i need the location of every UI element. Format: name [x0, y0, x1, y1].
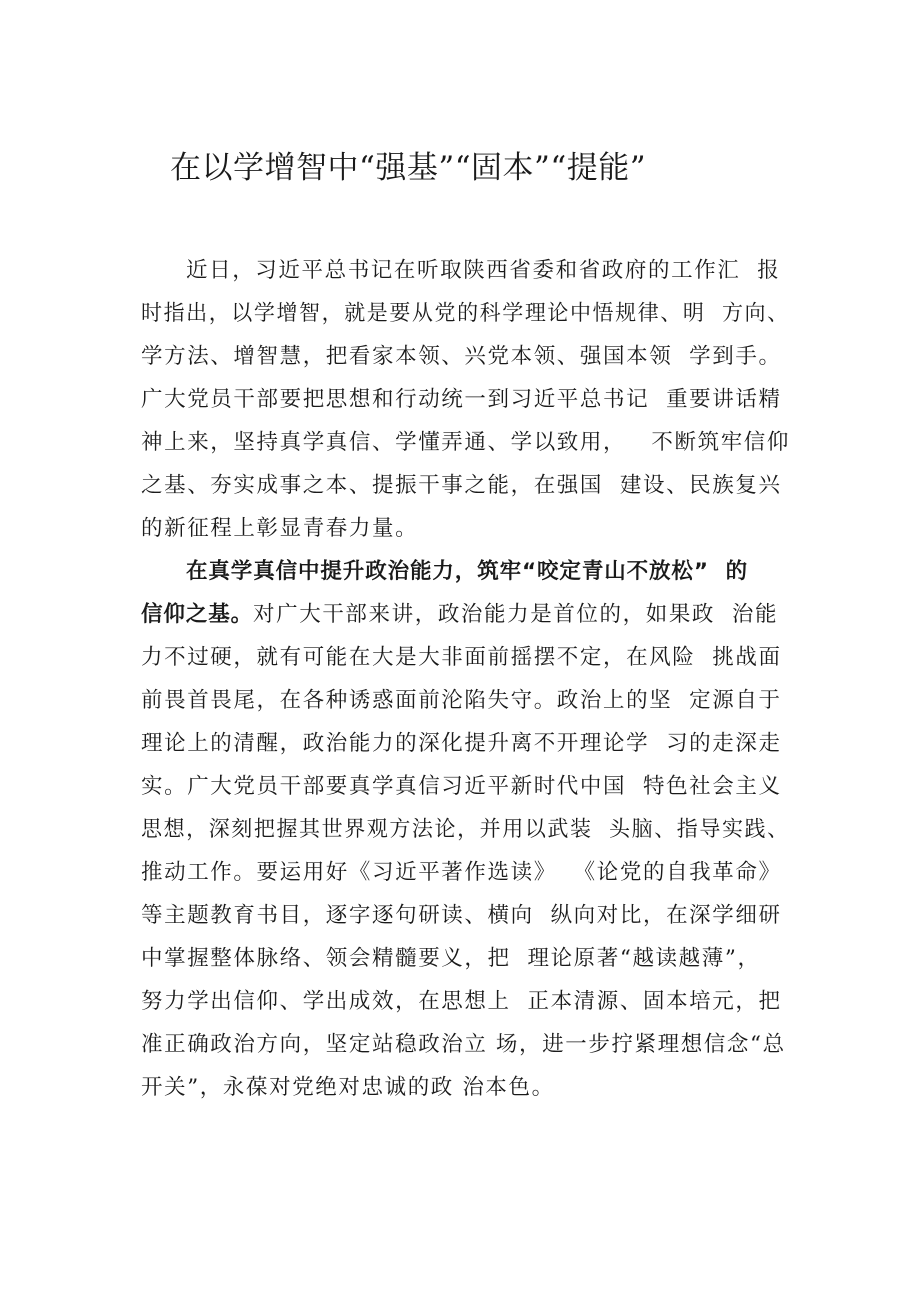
paragraph-1-line: 神上来，坚持真学真信、学懂弄通、学以致用， 不断筑牢信仰	[141, 430, 791, 455]
paragraph-2-heading-end: 信仰之基。	[141, 602, 254, 627]
paragraph-2-line: 力不过硬，就有可能在大是大非面前摇摆不定，在风险 挑战面	[141, 645, 782, 670]
paragraph-2-line: 准正确政治方向，坚定站稳政治立 场，进一步拧紧理想信念“总	[141, 1032, 786, 1057]
paragraph-2-line: 努力学出信仰、学出成效，在思想上 正本清源、固本培元，把	[141, 989, 782, 1014]
paragraph-2-line: 中掌握整体脉络、领会精髓要义，把 理论原著“越读越薄”，	[141, 946, 761, 971]
paragraph-1-line: 时指出，以学增智，就是要从党的科学理论中悟规律、明 方向、	[141, 301, 790, 326]
paragraph-2-line: 推动工作。要运用好《习近平著作选读》 《论党的自我革命》	[141, 860, 782, 885]
paragraph-2-line	[141, 600, 778, 630]
paragraph-2-line: 实。广大党员干部要真学真信习近平新时代中国 特色社会主义	[141, 774, 782, 799]
paragraph-1-line: 之基、夯实成事之本、提振干事之能，在强国 建设、民族复兴	[141, 473, 782, 498]
paragraph-2-line: 理论上的清醒，政治能力的深化提升离不开理论学 习的走深走	[141, 731, 782, 756]
paragraph-2-line: 思想，深刻把握其世界观方法论，并用以武装 头脑、指导实践、	[141, 817, 790, 842]
paragraph-2-line: 前畏首畏尾，在各种诱惑面前沦陷失守。政治上的坚 定源自于	[141, 688, 782, 713]
paragraph-1-line: 广大党员干部要把思想和行动统一到习近平总书记 重要讲话精	[141, 387, 782, 412]
paragraph-2-line: 等主题教育书目，逐字逐句研读、横向 纵向对比，在深学细研	[141, 903, 782, 928]
paragraph-2-text: 对广大干部来讲，政治能力是首位的，如果政 治能	[253, 602, 779, 627]
paragraph-2-line: 开关”，永葆对党绝对忠诚的政 治本色。	[141, 1075, 555, 1100]
paragraph-1-line: 学方法、增智慧，把看家本领、兴党本领、强国本领 学到手。	[141, 344, 782, 369]
paragraph-1-line: 近日，习近平总书记在听取陕西省委和省政府的工作汇 报	[186, 258, 781, 283]
document-title: 在以学增智中“强基”“固本”“提能”	[170, 150, 647, 186]
paragraph-1-line: 的新征程上彰显青春力量。	[141, 516, 419, 541]
paragraph-2-heading: 在真学真信中提升政治能力，筑牢“咬定青山不放松” 的	[186, 559, 749, 584]
